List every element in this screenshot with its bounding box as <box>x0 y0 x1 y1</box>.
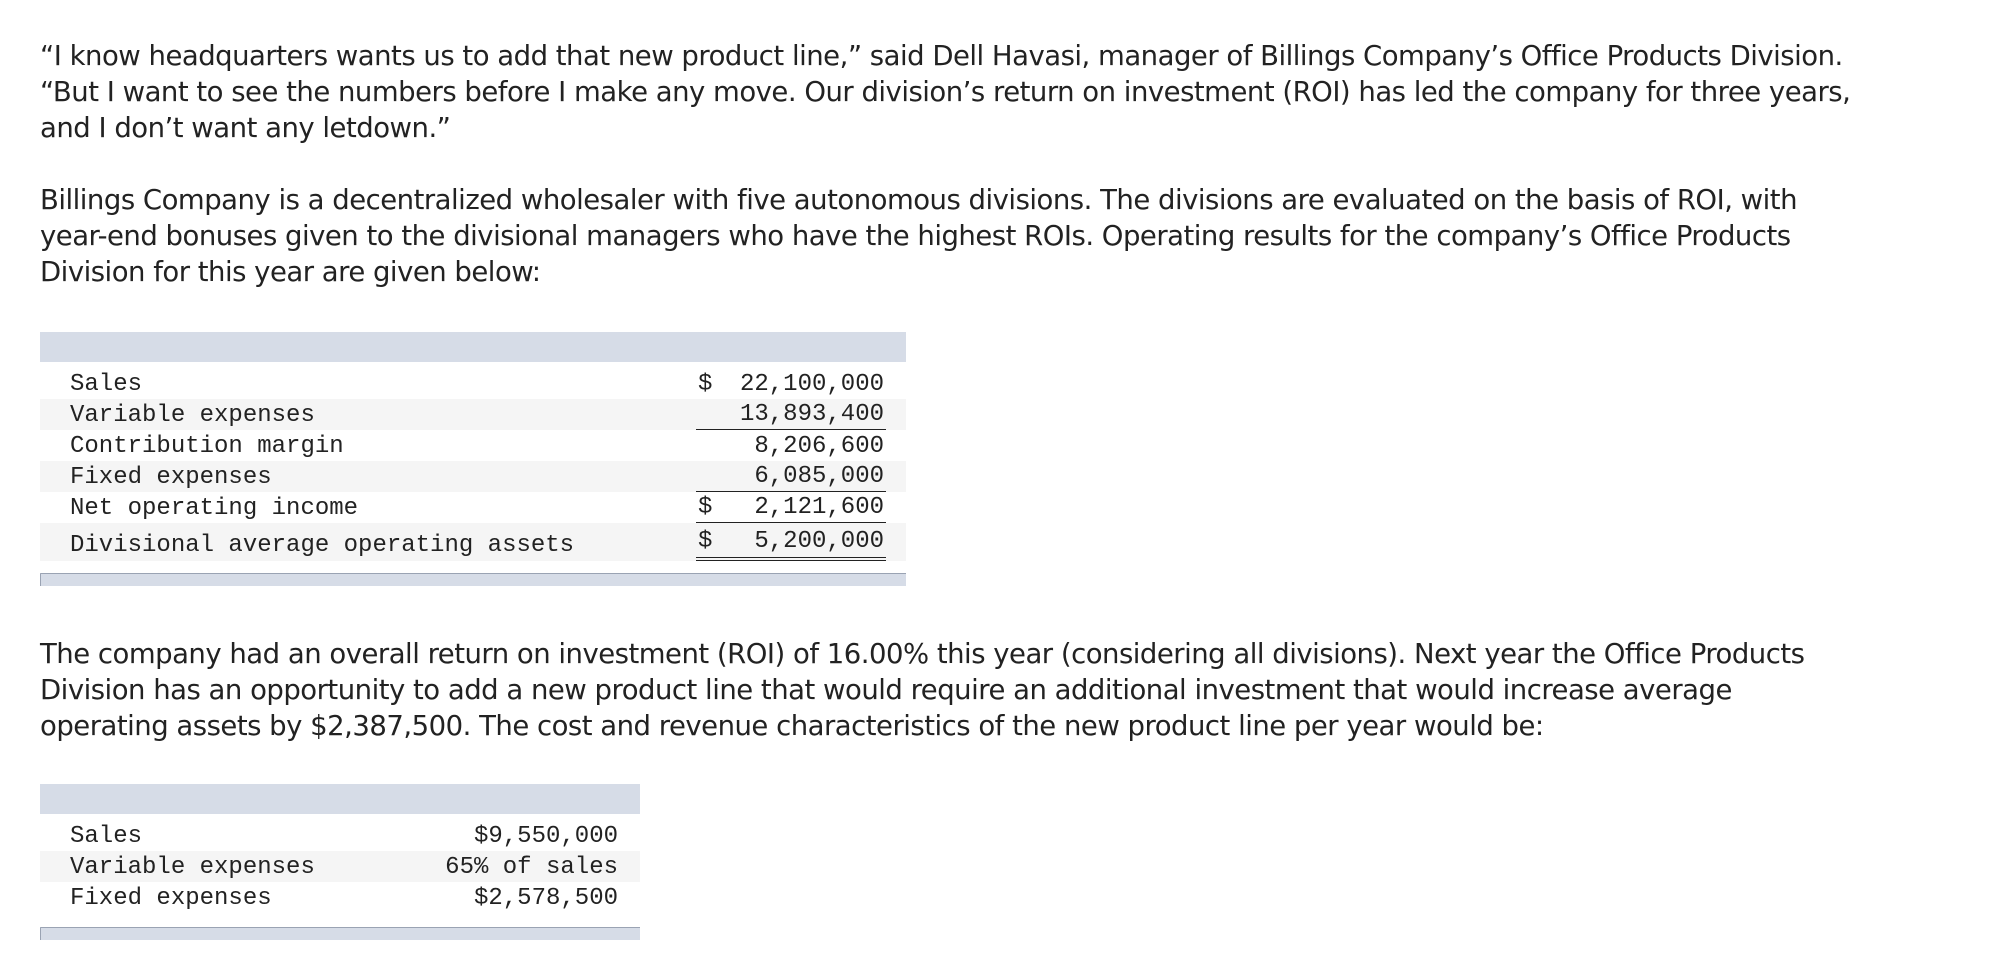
table-row <box>40 820 640 851</box>
row-value: $ 2,121,600 <box>698 494 884 521</box>
row-value: 65% of sales <box>445 854 618 881</box>
row-value: $ 5,200,000 <box>696 527 886 561</box>
row-label: Net operating income <box>70 495 359 522</box>
table-row <box>40 882 640 913</box>
row-value: 8,206,600 <box>754 433 884 460</box>
row-value: $ 22,100,000 <box>698 371 884 398</box>
row-label: Sales <box>70 823 143 850</box>
new-product-line-table <box>40 784 640 940</box>
table-row <box>40 399 906 430</box>
row-label: Variable expenses <box>40 851 390 882</box>
row-label: Contribution margin <box>70 433 344 460</box>
row-value: $9,550,000 <box>473 823 618 850</box>
row-value: $2,578,500 <box>473 885 618 912</box>
table-row <box>40 368 906 399</box>
table-header-bar <box>40 332 906 362</box>
row-label: Sales <box>70 371 143 398</box>
table-row <box>40 492 906 523</box>
row-value: 13,893,400 <box>696 401 886 430</box>
row-label: Fixed expenses <box>40 461 662 492</box>
row-label: Divisional average operating assets <box>40 523 662 561</box>
table-row <box>40 461 906 492</box>
table-row <box>40 523 906 561</box>
row-label: Variable expenses <box>40 399 662 430</box>
table-footer-bar <box>40 927 640 940</box>
intro-quote-paragraph: “I know headquarters wants us to add that new product line,” said Dell Havasi, manager of Billings Company’s Office Products Division. “But I want to see the numbers before I make any move. Our division’s return on investment (ROI) has led the company for three years, and I don’t want any letdown.” <box>40 40 1851 144</box>
row-label: Fixed expenses <box>70 885 272 912</box>
table-header-bar <box>40 784 640 814</box>
table-row <box>40 851 640 882</box>
company-description-paragraph: Billings Company is a decentralized wholesaler with five autonomous divisions. The divisions are evaluated on the basis of ROI, with year-end bonuses given to the divisional managers who have the highest ROIs. Operating results for the company’s Office Products Division for this year are given below: <box>40 184 1798 288</box>
table-footer-bar <box>40 573 906 586</box>
new-product-paragraph: The company had an overall return on investment (ROI) of 16.00% this year (considering all divisions). Next year the Office Products Division has an opportunity to add a new product line that would require an additional investment that would increase average operating assets by $2,387,500. The cost and revenue characteristics of the new product line per year would be: <box>40 638 1805 742</box>
table-row <box>40 430 906 461</box>
operating-results-table <box>40 332 906 586</box>
problem-content <box>40 38 1980 940</box>
row-value: 6,085,000 <box>696 463 886 492</box>
